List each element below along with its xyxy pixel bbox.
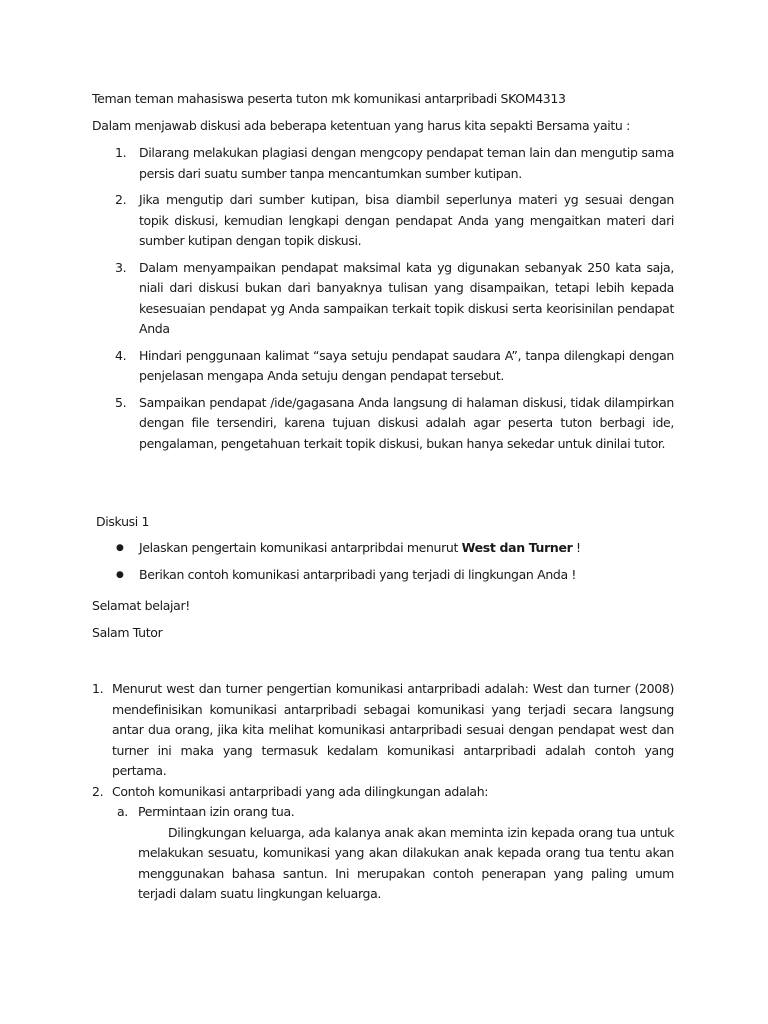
rule-item: [92, 190, 674, 252]
closing-greeting: Selamat belajar!: [92, 598, 190, 613]
rule-text: Dilarang melakukan plagiasi dengan mengcopy pendapat teman lain dan mengutip sama persis dari suatu sumber tanpa mencantumkan sumber kutipan.: [139, 145, 674, 181]
answer-sub-item: [112, 802, 674, 905]
answer-number: 2.: [92, 783, 104, 799]
intro-rules-heading: Dalam menjawab diskusi ada beberapa ketentuan yang harus kita sepakti Bersama yaitu :: [92, 118, 630, 133]
rule-text: Sampaikan pendapat /ide/gagasana Anda langsung di halaman diskusi, tidak dilampirkan dengan file tersendiri, karena tujuan diskusi adalah agar peserta tuton berbagi ide, pengalaman, pengetahuan terkait topik diskusi, bukan hanya sekedar untuk dinilai tutor.: [139, 394, 674, 451]
question-1-prefix: Jelaskan pengertain komunikasi antarpribdai menurut: [139, 540, 462, 555]
rule-text: Jika mengutip dari sumber kutipan, bisa diambil seperlunya materi yg sesuai dengan topik diskusi, kemudian lengkapi dengan pendapat Anda yang mengaitkan materi dari sumber kutipan dengan topik diskusi.: [139, 192, 674, 248]
question-2-text: Berikan contoh komunikasi antarpribadi yang terjadi di lingkungan Anda !: [139, 566, 577, 582]
answer-item: [92, 679, 674, 782]
question-1-bold: West dan Turner: [461, 540, 573, 555]
rule-text: Dalam menyampaikan pendapat maksimal kata yg digunakan sebanyak 250 kata saja, niali dari diskusi bukan dari banyaknya tulisan yang disampaikan, tetapi lebih kepada kesesuaian pendapat yg Anda sampaikan terkait topik diskusi serta keorisinilan pendapat Anda: [139, 259, 674, 336]
rule-number: 1.: [115, 145, 127, 160]
rule-number: 3.: [115, 259, 127, 275]
question-item: [92, 538, 674, 559]
answer-item: [92, 782, 674, 905]
rule-number: 2.: [115, 192, 127, 207]
answers-list: [92, 679, 674, 905]
diskusi-questions: [92, 538, 674, 591]
rule-item: [92, 258, 674, 340]
sub-item-letter: a.: [117, 804, 128, 819]
answer-number: 1.: [92, 681, 104, 696]
bullet-icon: ●: [116, 543, 124, 553]
rule-item: [92, 346, 674, 387]
closing-signature: Salam Tutor: [92, 625, 163, 640]
question-item: [92, 565, 674, 586]
sub-item-body: Dilingkungan keluarga, ada kalanya anak akan meminta izin kepada orang tua untuk melakukan sesuatu, komunikasi yang akan dilakukan anak kepada orang tua tentu akan menggunakan bahasa santun. Ini merupakan contoh penerapan yang paling umum terjadi dalam suatu lingkungan keluarga.: [138, 824, 674, 901]
question-1-suffix: !: [572, 540, 581, 555]
rule-text: Hindari penggunaan kalimat “saya setuju pendapat saudara A”, tanpa dilengkapi dengan penjelasan mengapa Anda setuju dengan pendapat tersebut.: [139, 347, 674, 383]
sub-item-title: Permintaan izin orang tua.: [138, 804, 295, 819]
intro-greeting: Teman teman mahasiswa peserta tuton mk komunikasi antarpribadi SKOM4313: [92, 91, 566, 106]
rule-item: [92, 143, 674, 184]
rule-item: [92, 393, 674, 455]
bullet-icon: ●: [116, 569, 124, 580]
rule-number: 4.: [115, 347, 127, 363]
rules-list: [92, 143, 674, 460]
answer-1-text: Menurut west dan turner pengertian komunikasi antarpribadi adalah: West dan turner (2008) mendefinisikan komunikasi antarpribadi sebagai komunikasi yang terjadi secara langsung antar dua orang, jika kita melihat komunikasi antarpribadi sesuai dengan pendapat west dan turner ini maka yang termasuk kedalam komunikasi antarpribadi adalah contoh yang pertama.: [112, 681, 674, 778]
answer-2-text: Contoh komunikasi antarpribadi yang ada dilingkungan adalah:: [112, 783, 489, 799]
diskusi-title: Diskusi 1: [96, 514, 150, 529]
rule-number: 5.: [115, 394, 127, 410]
